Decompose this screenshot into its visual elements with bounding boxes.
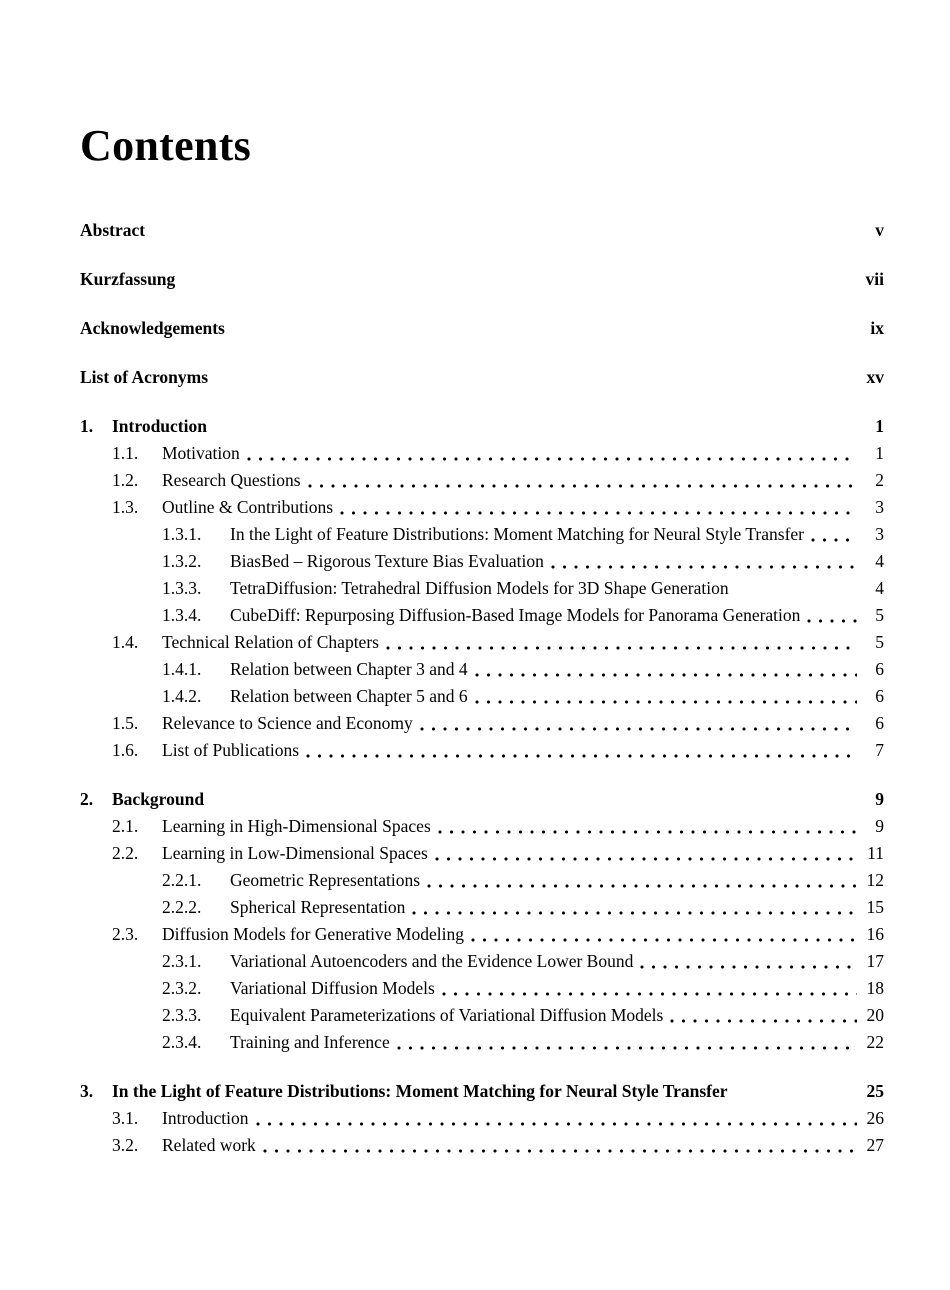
entry-number: 1.5. [112,713,139,733]
entry-title: Spherical Representation [230,897,406,917]
entry-number: 1.3.1. [162,524,202,544]
entry-page: v [875,220,884,240]
entry-title: Relation between Chapter 3 and 4 [230,659,468,679]
toc-entry [80,440,884,467]
entry-number: 2.1. [112,816,139,836]
leader-dots [806,619,857,623]
toc-entry [80,1029,884,1056]
entry-page: 2 [875,470,884,490]
entry-page: 9 [875,789,884,809]
toc-entry [80,1002,884,1029]
entry-title: In the Light of Feature Distributions: Moment Matching for Neural Style Transfer [230,524,805,544]
entry-title: Abstract [80,220,146,240]
entry-page: 12 [866,870,884,890]
leader-dots [411,911,857,915]
entry-title: Variational Diffusion Models [230,978,435,998]
entry-page: 15 [866,897,884,917]
toc-entry [80,813,884,840]
entry-page: 5 [875,605,884,625]
entry-page: 16 [866,924,884,944]
toc-entry [80,521,884,548]
entry-number: 1.1. [112,443,139,463]
leader-dots [246,457,857,461]
leader-dots [213,430,857,434]
toc-entry [80,602,884,629]
toc-entry [80,710,884,737]
entry-page: 6 [875,686,884,706]
chapter-heading [80,1078,884,1105]
entry-page: 5 [875,632,884,652]
leader-dots [385,646,857,650]
entry-number: 1. [80,416,94,436]
entry-page: 27 [866,1135,884,1155]
leader-dots [669,1019,857,1023]
contents-title: Contents [80,121,252,170]
entry-number: 2.3.4. [162,1032,202,1052]
toc-entry [80,548,884,575]
entry-page: 4 [875,551,884,571]
toc-entry [80,737,884,764]
entry-title: Relevance to Science and Economy [162,713,413,733]
entry-number: 2.3. [112,924,139,944]
entry-page: 20 [866,1005,884,1025]
toc-entry [80,683,884,710]
entry-number: 2.3.3. [162,1005,202,1025]
leader-dots [339,511,857,515]
toc-entry [80,629,884,656]
entry-title: Geometric Representations [230,870,421,890]
entry-title: CubeDiff: Repurposing Diffusion-Based Image Models for Panorama Generation [230,605,801,625]
entry-number: 1.6. [112,740,139,760]
entry-number: 1.3.2. [162,551,202,571]
entry-number: 2. [80,789,94,809]
leader-dots [231,332,857,336]
entry-number: 2.3.2. [162,978,202,998]
entry-page: 6 [875,659,884,679]
front-matter-entry [80,315,884,342]
leader-dots [214,381,857,385]
entry-page: ix [870,318,884,338]
leader-dots [181,283,857,287]
entry-title: Acknowledgements [80,318,225,338]
leader-dots [437,830,857,834]
entry-title: In the Light of Feature Distributions: Moment Matching for Neural Style Transfer [112,1081,728,1101]
leader-dots [151,234,857,238]
toc-entry [80,467,884,494]
entry-title: Kurzfassung [80,269,176,289]
entry-title: Equivalent Parameterizations of Variational Diffusion Models [230,1005,664,1025]
entry-title: Technical Relation of Chapters [162,632,379,652]
entry-title: Background [112,789,205,809]
entry-number: 1.3. [112,497,139,517]
entry-title: Research Questions [162,470,301,490]
leader-dots [550,565,857,569]
entry-title: TetraDiffusion: Tetrahedral Diffusion Models for 3D Shape Generation [230,578,729,598]
leader-dots [470,938,857,942]
chapter-heading [80,786,884,813]
entry-title: Learning in High-Dimensional Spaces [162,816,431,836]
chapter-heading [80,413,884,440]
toc-entry [80,656,884,683]
entry-title: List of Publications [162,740,300,760]
entry-page: 7 [875,740,884,760]
entry-title: Diffusion Models for Generative Modeling [162,924,464,944]
leader-dots [474,673,857,677]
entry-title: Introduction [162,1108,249,1128]
entry-page: 18 [866,978,884,998]
entry-title: Variational Autoencoders and the Evidence Lower Bound [230,951,634,971]
front-matter-entry [80,217,884,244]
leader-dots [419,727,857,731]
entry-title: Learning in Low-Dimensional Spaces [162,843,428,863]
leader-dots [255,1122,857,1126]
entry-title: Training and Inference [230,1032,390,1052]
leader-dots [434,857,857,861]
toc-entry [80,494,884,521]
entry-number: 1.3.3. [162,578,202,598]
entry-title: Outline & Contributions [162,497,334,517]
entry-number: 1.4.1. [162,659,202,679]
leader-dots [426,884,857,888]
entry-number: 1.4.2. [162,686,202,706]
entry-page: 17 [866,951,884,971]
toc-entry [80,921,884,948]
entry-number: 2.2.2. [162,897,202,917]
entry-title: Introduction [112,416,207,436]
leader-dots [396,1046,857,1050]
entry-page: 22 [866,1032,884,1052]
entry-page: 3 [875,524,884,544]
entry-page: xv [866,367,884,387]
entry-number: 3. [80,1081,94,1101]
leader-dots [734,1095,857,1099]
toc-entry [80,975,884,1002]
entry-page: 6 [875,713,884,733]
leader-dots [639,965,857,969]
toc-entry [80,867,884,894]
entry-title: BiasBed – Rigorous Texture Bias Evaluation [230,551,544,571]
entry-page: 3 [875,497,884,517]
leader-dots [441,992,857,996]
entry-number: 2.2.1. [162,870,202,890]
front-matter-entry [80,266,884,293]
entry-page: 1 [875,443,884,463]
toc-entry [80,1132,884,1159]
entry-number: 1.4. [112,632,139,652]
toc-entry [80,948,884,975]
leader-dots [305,754,857,758]
toc-entry [80,840,884,867]
entry-number: 1.3.4. [162,605,202,625]
entry-page: vii [865,269,884,289]
entry-number: 2.2. [112,843,139,863]
entry-page: 9 [875,816,884,836]
entry-title: Relation between Chapter 5 and 6 [230,686,468,706]
entry-page: 26 [866,1108,884,1128]
entry-page: 1 [875,416,884,436]
toc-entry [80,1105,884,1132]
entry-page: 25 [866,1081,884,1101]
leader-dots [474,700,857,704]
entry-number: 1.2. [112,470,139,490]
toc-entry [80,894,884,921]
entry-number: 3.1. [112,1108,139,1128]
leader-dots [810,538,857,542]
leader-dots [210,803,857,807]
entry-title: Related work [162,1135,256,1155]
entry-page: 11 [867,843,884,863]
leader-dots [735,592,857,596]
entry-number: 2.3.1. [162,951,202,971]
entry-title: List of Acronyms [80,367,209,387]
leader-dots [307,484,857,488]
entry-title: Motivation [162,443,240,463]
front-matter-entry [80,364,884,391]
toc-entry [80,575,884,602]
entry-page: 4 [875,578,884,598]
entry-number: 3.2. [112,1135,139,1155]
leader-dots [262,1149,857,1153]
